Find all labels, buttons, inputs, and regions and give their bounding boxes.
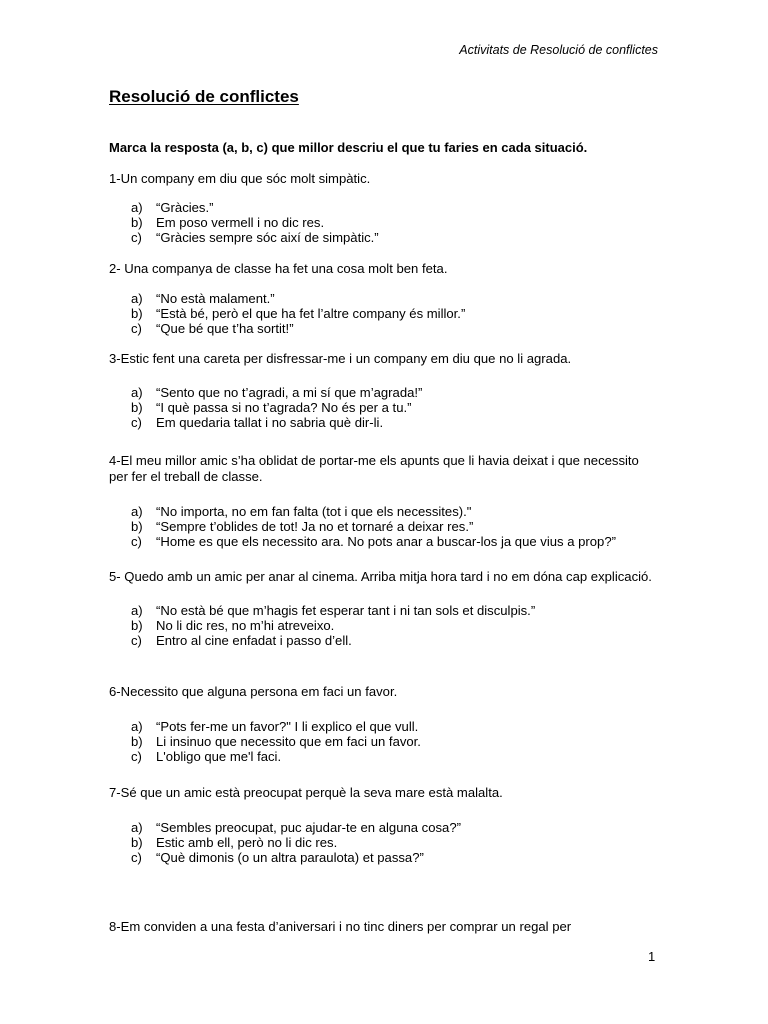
option-letter: c): [131, 415, 142, 430]
option-letter: b): [131, 519, 143, 534]
option-letter: c): [131, 321, 142, 336]
question-2-option-b[interactable]: [109, 306, 654, 321]
option-letter: b): [131, 306, 143, 321]
question-4-option-b[interactable]: [109, 519, 654, 534]
option-letter: a): [131, 385, 143, 400]
option-text: Entro al cine enfadat i passo d’ell.: [156, 633, 352, 648]
option-text: Em poso vermell i no dic res.: [156, 215, 325, 230]
question-5: [109, 569, 654, 648]
question-3: [109, 351, 654, 430]
option-letter: c): [131, 230, 142, 245]
question-2-option-a[interactable]: [109, 291, 654, 306]
question-2-option-c[interactable]: [109, 321, 654, 336]
option-letter: b): [131, 400, 143, 415]
question-3-text: 3-Estic fent una careta per disfressar-me i un company em diu que no li agrada.: [109, 351, 572, 366]
option-letter: a): [131, 504, 143, 519]
option-text: “Què dimonis (o un altra paraulota) et passa?”: [156, 850, 424, 865]
option-text: Li insinuo que necessito que em faci un favor.: [156, 734, 421, 749]
instruction-text: Marca la resposta (a, b, c) que millor descriu el que tu faries en cada situació.: [109, 140, 588, 155]
question-5-option-b[interactable]: [109, 618, 654, 633]
option-text: “Sento que no t’agradi, a mi sí que m’agrada!”: [156, 385, 423, 400]
question-1-text: 1-Un company em diu que sóc molt simpàtic.: [109, 171, 371, 186]
question-4-options: [109, 504, 654, 549]
question-7-option-b[interactable]: [109, 835, 654, 850]
question-6-option-c[interactable]: [109, 749, 654, 764]
question-7-options: [109, 820, 654, 865]
question-6-option-b[interactable]: [109, 734, 654, 749]
question-3-options: [109, 385, 654, 430]
option-letter: c): [131, 850, 142, 865]
option-letter: b): [131, 215, 143, 230]
option-text: “Sembles preocupat, puc ajudar-te en alguna cosa?”: [156, 820, 461, 835]
question-5-option-c[interactable]: [109, 633, 654, 648]
option-text: “Està bé, però el que ha fet l’altre company és millor.”: [156, 306, 466, 321]
option-text: “Gràcies.”: [156, 200, 214, 215]
question-1-options: [109, 200, 654, 245]
option-letter: b): [131, 734, 143, 749]
question-1: [109, 171, 654, 245]
option-text: Estic amb ell, però no li dic res.: [156, 835, 338, 850]
option-text: No li dic res, no m’hi atreveixo.: [156, 618, 335, 633]
option-text: “No està bé que m’hagis fet esperar tant i ni tan sols et disculpis.”: [156, 603, 536, 618]
question-3-option-c[interactable]: [109, 415, 654, 430]
option-letter: c): [131, 633, 142, 648]
question-2: [109, 261, 654, 336]
question-6-option-a[interactable]: [109, 719, 654, 734]
question-2-options: [109, 291, 654, 336]
option-text: “I què passa si no t’agrada? No és per a tu.”: [156, 400, 412, 415]
question-6-text: 6-Necessito que alguna persona em faci un favor.: [109, 684, 398, 699]
option-text: “Pots fer-me un favor?" I li explico el que vull.: [156, 719, 419, 734]
question-4: [109, 453, 654, 549]
option-letter: a): [131, 820, 143, 835]
running-header-title: Activitats de Resolució de conflictes: [459, 43, 658, 57]
question-5-text: 5- Quedo amb un amic per anar al cinema. Arriba mitja hora tard i no em dóna cap explicació.: [109, 569, 652, 584]
question-7-option-a[interactable]: [109, 820, 654, 835]
question-4-option-a[interactable]: [109, 504, 654, 519]
question-6: [109, 684, 654, 764]
question-6-options: [109, 719, 654, 764]
option-letter: b): [131, 835, 143, 850]
question-1-option-a[interactable]: [109, 200, 654, 215]
option-text: “Home es que els necessito ara. No pots anar a buscar-los ja que vius a prop?”: [156, 534, 616, 549]
question-5-option-a[interactable]: [109, 603, 654, 618]
question-1-option-b[interactable]: [109, 215, 654, 230]
question-7-option-c[interactable]: [109, 850, 654, 865]
option-text: Em quedaria tallat i no sabria què dir-li.: [156, 415, 384, 430]
option-letter: a): [131, 719, 143, 734]
option-text: “No importa, no em fan falta (tot i que els necessites).": [156, 504, 472, 519]
option-text: L'obligo que me'l faci.: [156, 749, 282, 764]
option-text: “No està malament.”: [156, 291, 275, 306]
question-8-text: 8-Em conviden a una festa d’aniversari i no tinc diners per comprar un regal per: [109, 919, 572, 934]
question-7: [109, 785, 654, 865]
question-3-option-a[interactable]: [109, 385, 654, 400]
option-letter: a): [131, 291, 143, 306]
question-4-text: 4-El meu millor amic s’ha oblidat de portar-me els apunts que li havia deixat i que necessito per fer el treball de classe.: [109, 453, 639, 484]
page-number: 1: [648, 949, 656, 964]
question-7-text: 7-Sé que un amic està preocupat perquè la seva mare està malalta.: [109, 785, 503, 800]
question-2-text: 2- Una companya de classe ha fet una cosa molt ben feta.: [109, 261, 448, 276]
option-letter: a): [131, 603, 143, 618]
option-letter: a): [131, 200, 143, 215]
question-3-option-b[interactable]: [109, 400, 654, 415]
question-8: [109, 919, 654, 935]
option-text: “Que bé que t’ha sortit!”: [156, 321, 294, 336]
page-title: Resolució de conflictes: [109, 87, 299, 106]
option-text: “Sempre t’oblides de tot! Ja no et tornaré a deixar res.”: [156, 519, 474, 534]
option-letter: c): [131, 749, 142, 764]
question-1-option-c[interactable]: [109, 230, 654, 245]
option-text: “Gràcies sempre sóc així de simpàtic.”: [156, 230, 379, 245]
option-letter: b): [131, 618, 143, 633]
question-4-option-c[interactable]: [109, 534, 654, 549]
question-5-options: [109, 603, 654, 648]
option-letter: c): [131, 534, 142, 549]
